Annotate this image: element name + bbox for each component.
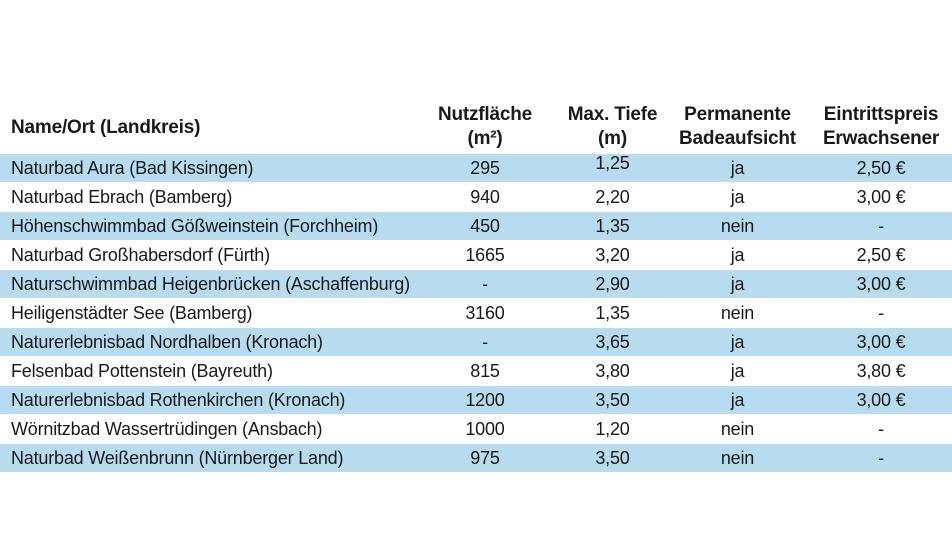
cell-area: 940 bbox=[410, 183, 560, 212]
cell-depth: 3,20 bbox=[560, 241, 665, 270]
table-row bbox=[0, 154, 952, 183]
cell-depth: 1,35 bbox=[560, 299, 665, 328]
cell-guard: nein bbox=[665, 415, 810, 444]
cell-area: - bbox=[410, 270, 560, 299]
cell-name: Heiligenstädter See (Bamberg) bbox=[0, 299, 410, 328]
cell-name: Naturbad Weißenbrunn (Nürnberger Land) bbox=[0, 444, 410, 473]
header-price-line1: Eintrittspreis bbox=[823, 104, 939, 125]
cell-price: 2,50 € bbox=[810, 241, 952, 270]
cell-name: Naturbad Ebrach (Bamberg) bbox=[0, 183, 410, 212]
header-area-line1: Nutzfläche bbox=[437, 104, 533, 125]
table-row bbox=[0, 386, 952, 415]
cell-depth: 3,65 bbox=[560, 328, 665, 357]
header-area bbox=[410, 84, 560, 154]
table-row bbox=[0, 444, 952, 473]
cell-price: 3,00 € bbox=[810, 386, 952, 415]
header-price-line2: Erwachsener bbox=[822, 128, 940, 149]
cell-price: - bbox=[810, 444, 952, 473]
cell-depth: 2,90 bbox=[560, 270, 665, 299]
cell-guard: nein bbox=[665, 299, 810, 328]
cell-depth: 3,50 bbox=[560, 444, 665, 473]
cell-guard: ja bbox=[665, 154, 810, 183]
header-guard-line2: Badeaufsicht bbox=[679, 128, 796, 149]
cell-guard: ja bbox=[665, 241, 810, 270]
cell-price: - bbox=[810, 299, 952, 328]
cell-name: Höhenschwimmbad Gößweinstein (Forchheim) bbox=[0, 212, 410, 241]
table-row bbox=[0, 212, 952, 241]
cell-name: Naturerlebnisbad Rothenkirchen (Kronach) bbox=[0, 386, 410, 415]
table-row bbox=[0, 241, 952, 270]
table-row bbox=[0, 299, 952, 328]
header-name bbox=[0, 84, 410, 154]
cell-area: 1665 bbox=[410, 241, 560, 270]
cell-guard: ja bbox=[665, 357, 810, 386]
header-area-line2: (m²) bbox=[467, 128, 503, 149]
cell-area: 975 bbox=[410, 444, 560, 473]
cell-guard: ja bbox=[665, 328, 810, 357]
header-depth bbox=[560, 84, 665, 154]
table-body bbox=[0, 154, 952, 473]
cell-price: 3,00 € bbox=[810, 183, 952, 212]
cell-guard: nein bbox=[665, 444, 810, 473]
table-header bbox=[0, 84, 952, 154]
cell-depth: 1,25 bbox=[560, 154, 665, 183]
cell-guard: ja bbox=[665, 386, 810, 415]
table-row bbox=[0, 183, 952, 212]
swimming-lakes-table-wrapper bbox=[0, 84, 952, 473]
cell-price: 3,00 € bbox=[810, 328, 952, 357]
cell-depth: 2,20 bbox=[560, 183, 665, 212]
cell-depth: 1,20 bbox=[560, 415, 665, 444]
cell-depth: 3,80 bbox=[560, 357, 665, 386]
header-guard bbox=[665, 84, 810, 154]
cell-price: - bbox=[810, 212, 952, 241]
cell-depth: 3,50 bbox=[560, 386, 665, 415]
cell-guard: ja bbox=[665, 270, 810, 299]
header-price bbox=[810, 84, 952, 154]
cell-area: 450 bbox=[410, 212, 560, 241]
cell-area: 3160 bbox=[410, 299, 560, 328]
cell-name: Felsenbad Pottenstein (Bayreuth) bbox=[0, 357, 410, 386]
header-depth-line2: (m) bbox=[598, 128, 627, 149]
cell-area: 295 bbox=[410, 154, 560, 183]
header-row bbox=[0, 84, 952, 154]
header-guard-line1: Permanente bbox=[684, 104, 791, 125]
cell-area: - bbox=[410, 328, 560, 357]
cell-price: 3,00 € bbox=[810, 270, 952, 299]
cell-guard: nein bbox=[665, 212, 810, 241]
cell-price: 2,50 € bbox=[810, 154, 952, 183]
cell-price: 3,80 € bbox=[810, 357, 952, 386]
cell-area: 815 bbox=[410, 357, 560, 386]
cell-price: - bbox=[810, 415, 952, 444]
swimming-lakes-table bbox=[0, 84, 952, 473]
cell-area: 1200 bbox=[410, 386, 560, 415]
cell-name: Naturbad Aura (Bad Kissingen) bbox=[0, 154, 410, 183]
cell-name: Naturschwimmbad Heigenbrücken (Aschaffenburg) bbox=[0, 270, 410, 299]
cell-guard: ja bbox=[665, 183, 810, 212]
header-depth-line1: Max. Tiefe bbox=[567, 104, 658, 125]
table-row bbox=[0, 328, 952, 357]
cell-name: Naturbad Großhabersdorf (Fürth) bbox=[0, 241, 410, 270]
cell-area: 1000 bbox=[410, 415, 560, 444]
header-name-label: Name/Ort (Landkreis) bbox=[11, 117, 201, 138]
cell-name: Wörnitzbad Wassertrüdingen (Ansbach) bbox=[0, 415, 410, 444]
table-row bbox=[0, 357, 952, 386]
cell-name: Naturerlebnisbad Nordhalben (Kronach) bbox=[0, 328, 410, 357]
cell-depth: 1,35 bbox=[560, 212, 665, 241]
table-row bbox=[0, 270, 952, 299]
table-row bbox=[0, 415, 952, 444]
